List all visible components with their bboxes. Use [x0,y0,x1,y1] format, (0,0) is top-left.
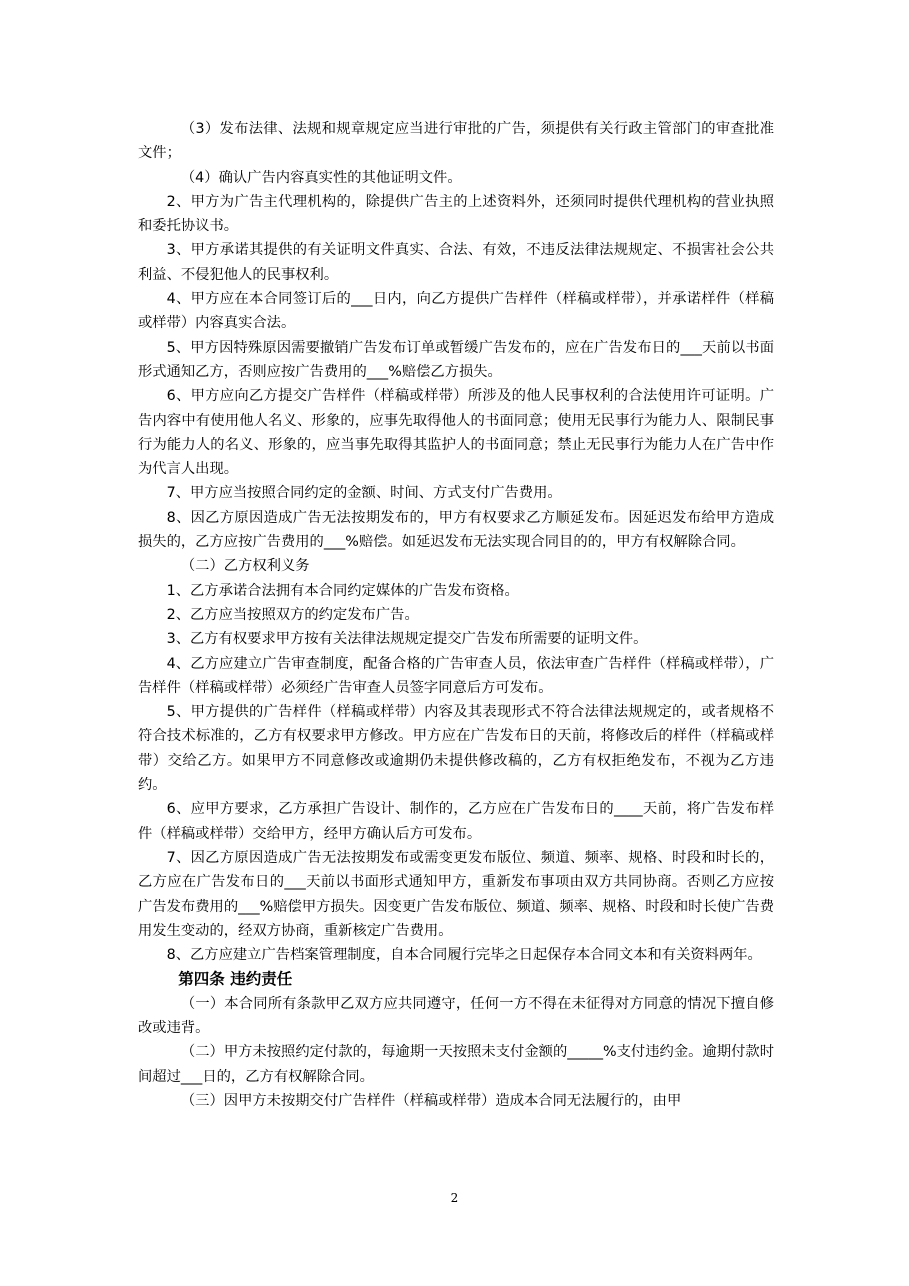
paragraph: （二）甲方未按照约定付款的，每逾期一天按照未支付金额的_____%支付违约金。逾期付款时间超过___日的，乙方有权解除合同。 [138,1044,774,1085]
paragraph: 4、甲方应在本合同签订后的___日内，向乙方提供广告样件（样稿或样带），并承诺样件（样稿或样带）内容真实合法。 [138,291,774,332]
paragraph: 2、乙方应当按照双方的约定发布广告。 [166,606,419,623]
paragraph: 8、乙方应建立广告档案管理制度，自本合同履行完毕之日起保存本合同文本和有关资料两年。 [166,947,762,964]
paragraph: 1、乙方承诺合法拥有本合同约定媒体的广告发布资格。 [166,582,519,599]
paragraph: 8、因乙方原因造成广告无法按期发布的，甲方有权要求乙方顺延发布。因延迟发布给甲方造成损失的，乙方应按广告费用的___%赔偿。如延迟发布无法实现合同目的的，甲方有权解除合同。 [138,509,774,551]
paragraph: 2、甲方为广告主代理机构的，除提供广告主的上述资料外，还须同时提供代理机构的营业执照和委托协议书。 [138,193,774,235]
paragraph: （三）因甲方未按期交付广告样件（样稿或样带）造成本合同无法履行的，由甲 [180,1092,682,1109]
page-number: 2 [450,1191,459,1205]
subsection-heading: （二）乙方权利义务 [180,558,310,575]
paragraph: 6、甲方应向乙方提交广告样件（样稿或样带）所涉及的他人民事权利的合法使用许可证明。广告内容中有使用他人名义、形象的，应事先取得他人的书面同意；使用无民事行为能力人、限制民事行为能力人的名义、形象的，应当事先取得其监护人的书面同意；禁止无民事行为能力人在广告中作为代言人出现。 [138,388,774,478]
paragraph: 5、甲方提供的广告样件（样稿或样带）内容及其表现形式不符合法律法规规定的，或者规格不符合技术标准的，乙方有权要求甲方修改。甲方应在广告发布日的天前，将修改后的样件（样稿或样带）交给乙方。如果甲方不同意修改或逾期仍未提供修改稿的，乙方有权拒绝发布，不视为乙方违约。 [138,704,774,794]
paragraph: （4）确认广告内容真实性的其他证明文件。 [180,169,462,186]
paragraph: 5、甲方因特殊原因需要撤销广告发布订单或暂缓广告发布的，应在广告发布日的___天前以书面形式通知乙方，否则应按广告费用的___%赔偿乙方损失。 [138,339,774,380]
paragraph: 4、乙方应建立广告审查制度，配备合格的广告审查人员，依法审查广告样件（样稿或样带），广告样件（样稿或样带）必须经广告审查人员签字同意后方可发布。 [138,655,774,696]
section-heading: 第四条 违约责任 [178,969,293,989]
paragraph: 3、乙方有权要求甲方按有关法律法规规定提交广告发布所需要的证明文件。 [166,631,648,648]
document-body [138,117,774,1113]
paragraph: （3）发布法律、法规和规章规定应当进行审批的广告，须提供有关行政主管部门的审查批准文件； [138,121,774,162]
paragraph: 7、甲方应当按照合同约定的金额、时间、方式支付广告费用。 [166,485,562,502]
paragraph: 3、甲方承诺其提供的有关证明文件真实、合法、有效，不违反法律法规规定、不损害社会公共利益、不侵犯他人的民事权利。 [138,242,774,283]
paragraph: 6、应甲方要求，乙方承担广告设计、制作的，乙方应在广告发布日的____天前，将广告发布样件（样稿或样带）交给甲方，经甲方确认后方可发布。 [138,801,774,842]
paragraph: 7、因乙方原因造成广告无法按期发布或需变更发布版位、频道、频率、规格、时段和时长的，乙方应在广告发布日的___天前以书面形式通知甲方，重新发布事项由双方共同协商。否则乙方应按广告发布费用的___%赔偿甲方损失。因变更广告发布版位、频道、频率、规格、时段和时长使广告费用发生变动的，经双方协商，重新核定广告费用。 [138,849,774,939]
paragraph: （一）本合同所有条款甲乙双方应共同遵守，任何一方不得在未征得对方同意的情况下擅自修改或违背。 [138,995,774,1036]
